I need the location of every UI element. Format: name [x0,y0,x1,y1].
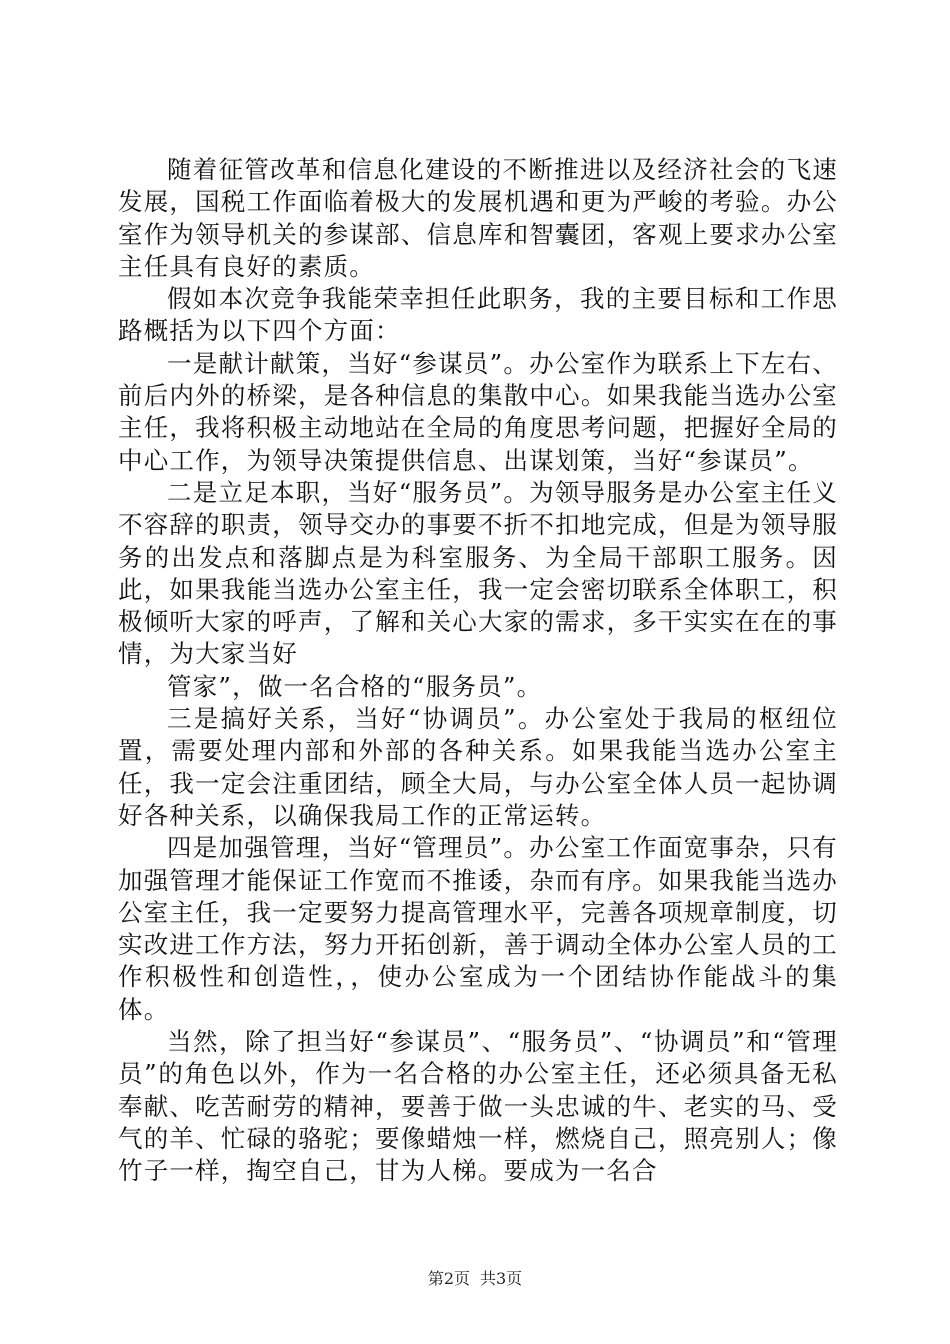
page-number: 第2页 [427,1269,470,1288]
paragraph-advisor: 一是献计献策，当好“参谋员”。办公室作为联系上下左右、前后内外的桥梁，是各种信息的集散中心。如果我能当选办公室主任，我将积极主动地站在全局的角度思考问题，把握好全局的中心工作，为领导决策提供信息、出谋划策，当好“参谋员”。 [118,348,838,475]
paragraph-service-continued: 管家”，做一名合格的“服务员”。 [167,671,543,701]
paragraph-goals: 假如本次竞争我能荣幸担任此职务，我的主要目标和工作思路概括为以下四个方面： [118,284,838,346]
paragraph-intro: 随着征管改革和信息化建设的不断推进以及经济社会的飞速发展，国税工作面临着极大的发展机遇和更为严峻的考验。办公室作为领导机关的参谋部、信息库和智囊团，客观上要求办公室主任具有良好的素质。 [118,155,838,281]
page-footer [0,1266,950,1289]
paragraph-coordinator: 三是搞好关系，当好“协调员”。办公室处于我局的枢纽位置，需要处理内部和外部的各种关系。如果我能当选办公室主任，我一定会注重团结，顾全大局，与办公室全体人员一起协调好各种关系，以确保我局工作的正常运转。 [118,704,838,830]
paragraph-manager: 四是加强管理，当好“管理员”。办公室工作面宽事杂，只有加强管理才能保证工作宽而不推诿，杂而有序。如果我能当选办公室主任，我一定要努力提高管理水平，完善各项规章制度，切实改进工作方法，努力开拓创新，善于调动全体办公室人员的工作积极性和创造性，，使办公室成为一个团结协作能战斗的集体。 [118,833,838,1024]
document-body [118,154,838,1188]
page-total: 共3页 [480,1269,523,1288]
paragraph-conclusion: 当然，除了担当好“参谋员”、“服务员”、“协调员”和“管理员”的角色以外，作为一名合格的办公室主任，还必须具备无私奉献、吃苦耐劳的精神，要善于做一头忠诚的牛、老实的马、受气的羊、忙碌的骆驼；要像蜡烛一样，燃烧自己，照亮别人；像竹子一样，掏空自己，甘为人梯。要成为一名合 [118,1027,838,1186]
paragraph-service: 二是立足本职，当好“服务员”。为领导服务是办公室主任义不容辞的职责，领导交办的事要不折不扣地完成，但是为领导服务的出发点和落脚点是为科室服务、为全局干部职工服务。因此，如果我能当选办公室主任，我一定会密切联系全体职工，积极倾听大家的呼声，了解和关心大家的需求，多干实实在在的事情，为大家当好 [118,477,838,669]
